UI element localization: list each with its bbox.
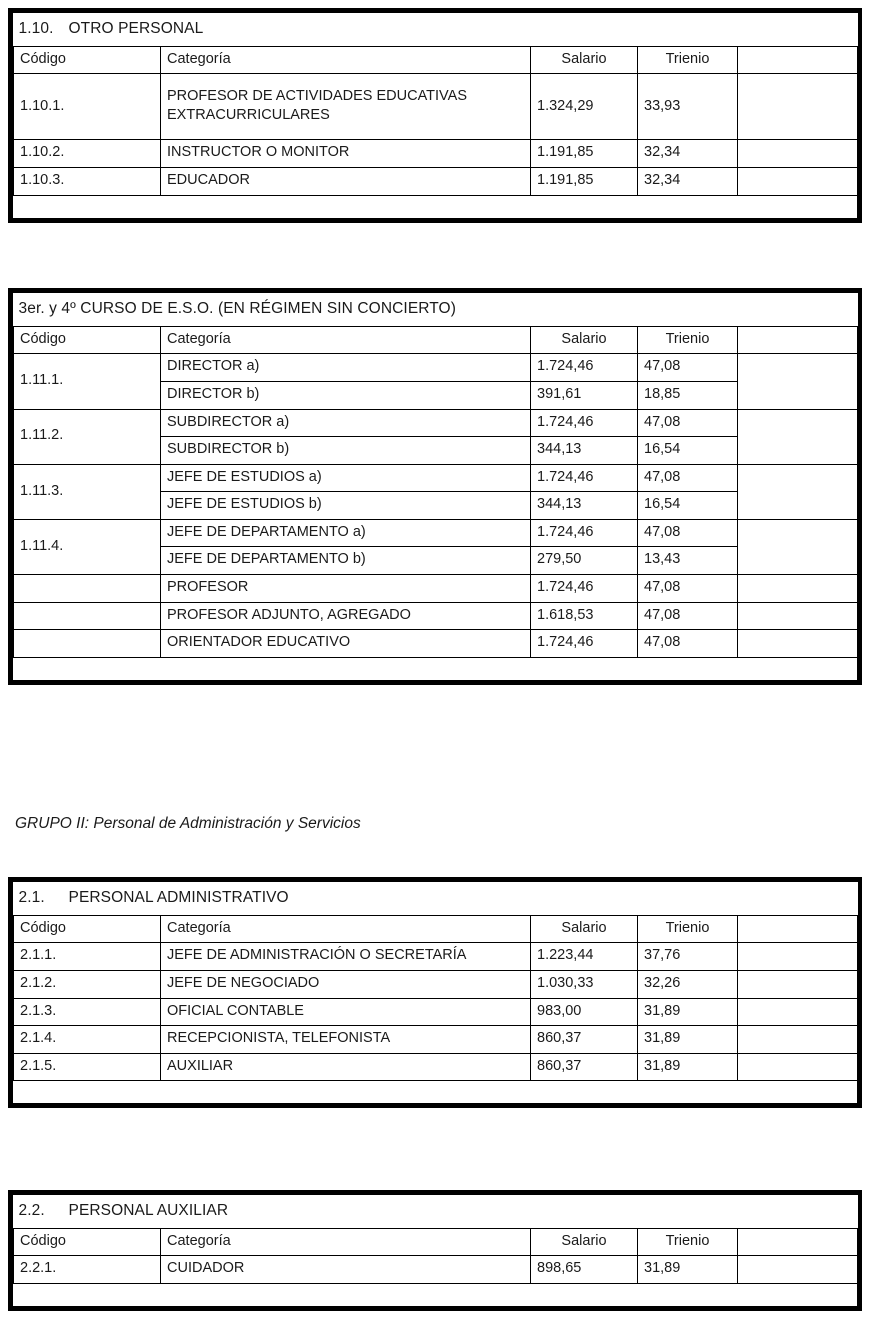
cell-salario: 1.618,53	[531, 602, 638, 630]
column-header-spacer	[738, 46, 858, 74]
cell-salario: 1.724,46	[531, 630, 638, 658]
cell-codigo: 2.1.4.	[14, 1026, 161, 1054]
cell-trienio: 47,08	[638, 574, 738, 602]
cell-categoria: SUBDIRECTOR b)	[161, 437, 531, 465]
cell-codigo: 1.10.2.	[14, 140, 161, 168]
cell-categoria: PROFESOR ADJUNTO, AGREGADO	[161, 602, 531, 630]
table-row	[14, 574, 858, 602]
cell-spacer	[738, 74, 858, 140]
cell-categoria: DIRECTOR a)	[161, 354, 531, 382]
column-header-categoria: Categoría	[161, 326, 531, 354]
table-row	[14, 519, 858, 547]
column-header-codigo: Código	[14, 46, 161, 74]
cell-trienio: 16,54	[638, 437, 738, 465]
cell-codigo	[14, 630, 161, 658]
cell-codigo: 2.2.1.	[14, 1256, 161, 1284]
salary-table-2-1	[13, 882, 858, 1081]
cell-trienio: 47,08	[638, 464, 738, 492]
column-header-spacer	[738, 1228, 858, 1256]
table-title-row	[14, 13, 858, 46]
cell-spacer	[738, 602, 858, 630]
salary-table-1-11	[13, 293, 858, 658]
cell-codigo	[14, 574, 161, 602]
group-caption: GRUPO II: Personal de Administración y Servicios	[15, 815, 361, 832]
cell-codigo: 1.11.4.	[14, 519, 161, 574]
cell-spacer	[738, 1256, 858, 1284]
cell-salario: 983,00	[531, 998, 638, 1026]
cell-categoria: PROFESOR DE ACTIVIDADES EDUCATIVAS EXTRACURRICULARES	[161, 74, 531, 140]
cell-spacer	[738, 971, 858, 999]
column-header-categoria: Categoría	[161, 1228, 531, 1256]
cell-trienio: 47,08	[638, 630, 738, 658]
cell-categoria: ORIENTADOR EDUCATIVO	[161, 630, 531, 658]
table-header-row	[14, 1228, 858, 1256]
cell-salario: 1.324,29	[531, 74, 638, 140]
table-title-row	[14, 1195, 858, 1228]
cell-trienio: 31,89	[638, 998, 738, 1026]
column-header-salario: Salario	[531, 915, 638, 943]
cell-salario: 344,13	[531, 437, 638, 465]
cell-salario: 898,65	[531, 1256, 638, 1284]
salary-block-2-1	[8, 877, 862, 1108]
table-bottom-spacer	[13, 658, 857, 680]
table-row	[14, 74, 858, 140]
cell-salario: 1.724,46	[531, 464, 638, 492]
cell-categoria: EDUCADOR	[161, 168, 531, 196]
table-row	[14, 140, 858, 168]
salary-table-1-10	[13, 13, 858, 196]
cell-salario: 1.191,85	[531, 140, 638, 168]
cell-spacer	[738, 998, 858, 1026]
table-header-row	[14, 915, 858, 943]
cell-codigo: 1.11.3.	[14, 464, 161, 519]
cell-trienio: 32,26	[638, 971, 738, 999]
cell-categoria: JEFE DE ESTUDIOS b)	[161, 492, 531, 520]
table-row	[14, 971, 858, 999]
table-title	[14, 1195, 858, 1228]
column-header-trienio: Trienio	[638, 46, 738, 74]
table-title-text: OTRO PERSONAL	[68, 20, 204, 37]
cell-trienio: 13,43	[638, 547, 738, 575]
cell-salario: 279,50	[531, 547, 638, 575]
column-header-salario: Salario	[531, 46, 638, 74]
table-title: 3er. y 4º CURSO DE E.S.O. (EN RÉGIMEN SIN CONCIERTO)	[14, 293, 858, 326]
cell-salario: 860,37	[531, 1053, 638, 1081]
cell-categoria: JEFE DE DEPARTAMENTO a)	[161, 519, 531, 547]
cell-spacer	[738, 168, 858, 196]
salary-block-1-10	[8, 8, 862, 223]
column-header-salario: Salario	[531, 1228, 638, 1256]
cell-categoria: JEFE DE ADMINISTRACIÓN O SECRETARÍA	[161, 943, 531, 971]
cell-trienio: 31,89	[638, 1053, 738, 1081]
column-header-codigo: Código	[14, 1228, 161, 1256]
table-header-row	[14, 326, 858, 354]
cell-salario: 1.724,46	[531, 574, 638, 602]
cell-spacer	[738, 354, 858, 409]
cell-salario: 1.191,85	[531, 168, 638, 196]
table-row	[14, 464, 858, 492]
table-title-number: 2.1.	[18, 889, 45, 906]
cell-codigo: 1.10.1.	[14, 74, 161, 140]
cell-categoria: JEFE DE DEPARTAMENTO b)	[161, 547, 531, 575]
cell-salario: 1.724,46	[531, 519, 638, 547]
cell-salario: 860,37	[531, 1026, 638, 1054]
cell-trienio: 18,85	[638, 382, 738, 410]
table-row	[14, 602, 858, 630]
column-header-trienio: Trienio	[638, 1228, 738, 1256]
column-header-trienio: Trienio	[638, 326, 738, 354]
column-header-spacer	[738, 915, 858, 943]
column-header-salario: Salario	[531, 326, 638, 354]
table-bottom-spacer	[13, 196, 857, 218]
column-header-codigo: Código	[14, 326, 161, 354]
column-header-spacer	[738, 326, 858, 354]
cell-categoria: PROFESOR	[161, 574, 531, 602]
table-title-number: 2.2.	[18, 1202, 45, 1219]
table-row	[14, 1026, 858, 1054]
cell-codigo: 1.11.1.	[14, 354, 161, 409]
cell-salario: 1.724,46	[531, 409, 638, 437]
cell-codigo: 2.1.5.	[14, 1053, 161, 1081]
cell-spacer	[738, 1026, 858, 1054]
cell-spacer	[738, 630, 858, 658]
cell-codigo: 2.1.1.	[14, 943, 161, 971]
cell-spacer	[738, 140, 858, 168]
column-header-trienio: Trienio	[638, 915, 738, 943]
table-row	[14, 998, 858, 1026]
table-row	[14, 630, 858, 658]
table-row	[14, 1256, 858, 1284]
cell-salario: 344,13	[531, 492, 638, 520]
table-row	[14, 409, 858, 437]
cell-trienio: 32,34	[638, 168, 738, 196]
cell-spacer	[738, 464, 858, 519]
table-title-text: PERSONAL ADMINISTRATIVO	[68, 889, 289, 906]
table-title-number: 1.10.	[18, 20, 54, 37]
column-header-codigo: Código	[14, 915, 161, 943]
cell-categoria: DIRECTOR b)	[161, 382, 531, 410]
cell-categoria: SUBDIRECTOR a)	[161, 409, 531, 437]
table-row	[14, 168, 858, 196]
cell-codigo: 1.11.2.	[14, 409, 161, 464]
cell-trienio: 47,08	[638, 519, 738, 547]
table-header-row	[14, 46, 858, 74]
cell-trienio: 16,54	[638, 492, 738, 520]
cell-trienio: 47,08	[638, 602, 738, 630]
cell-trienio: 31,89	[638, 1256, 738, 1284]
table-title-row	[14, 293, 858, 326]
cell-codigo	[14, 602, 161, 630]
cell-trienio: 31,89	[638, 1026, 738, 1054]
cell-salario: 1.030,33	[531, 971, 638, 999]
cell-trienio: 32,34	[638, 140, 738, 168]
cell-salario: 1.724,46	[531, 354, 638, 382]
salary-table-2-2	[13, 1195, 858, 1284]
table-title-row	[14, 882, 858, 915]
table-title	[14, 882, 858, 915]
cell-spacer	[738, 943, 858, 971]
cell-categoria: AUXILIAR	[161, 1053, 531, 1081]
salary-block-1-11	[8, 288, 862, 685]
cell-codigo: 2.1.2.	[14, 971, 161, 999]
cell-trienio: 47,08	[638, 354, 738, 382]
cell-spacer	[738, 574, 858, 602]
cell-trienio: 37,76	[638, 943, 738, 971]
salary-block-2-2	[8, 1190, 862, 1311]
cell-salario: 1.223,44	[531, 943, 638, 971]
table-row	[14, 354, 858, 382]
cell-categoria: INSTRUCTOR O MONITOR	[161, 140, 531, 168]
cell-spacer	[738, 1053, 858, 1081]
table-title	[14, 13, 858, 46]
table-title-text: PERSONAL AUXILIAR	[68, 1202, 229, 1219]
cell-categoria: OFICIAL CONTABLE	[161, 998, 531, 1026]
table-row	[14, 1053, 858, 1081]
cell-categoria: JEFE DE ESTUDIOS a)	[161, 464, 531, 492]
cell-categoria: JEFE DE NEGOCIADO	[161, 971, 531, 999]
column-header-categoria: Categoría	[161, 46, 531, 74]
column-header-categoria: Categoría	[161, 915, 531, 943]
cell-codigo: 2.1.3.	[14, 998, 161, 1026]
cell-categoria: RECEPCIONISTA, TELEFONISTA	[161, 1026, 531, 1054]
cell-trienio: 33,93	[638, 74, 738, 140]
cell-spacer	[738, 519, 858, 574]
table-bottom-spacer	[13, 1284, 857, 1306]
table-bottom-spacer	[13, 1081, 857, 1103]
cell-spacer	[738, 409, 858, 464]
cell-salario: 391,61	[531, 382, 638, 410]
cell-codigo: 1.10.3.	[14, 168, 161, 196]
table-row	[14, 943, 858, 971]
cell-trienio: 47,08	[638, 409, 738, 437]
cell-categoria: CUIDADOR	[161, 1256, 531, 1284]
